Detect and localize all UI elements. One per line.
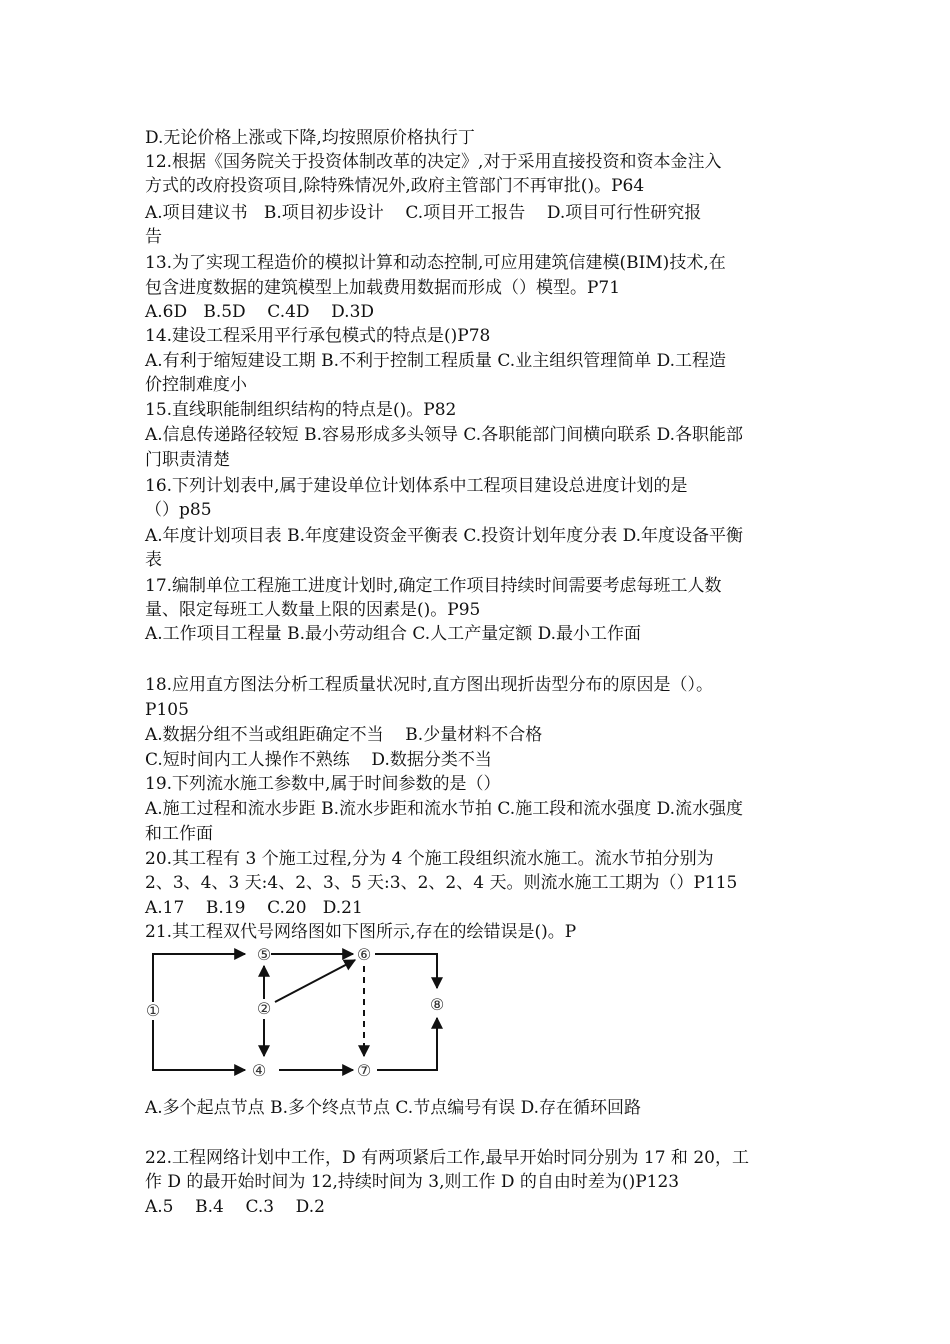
- text-line: 门职责清楚: [145, 450, 230, 470]
- text-line: D.无论价格上涨或下降,均按照原价格执行丁: [145, 128, 475, 148]
- text-line: 14.建设工程采用平行承包模式的特点是()P78: [145, 326, 491, 346]
- text-line: A.年度计划项目表 B.年度建设资金平衡表 C.投资计划年度分表 D.年度设备平衡: [145, 526, 744, 546]
- text-line: A.多个起点节点 B.多个终点节点 C.节点编号有误 D.存在循环回路: [145, 1098, 642, 1118]
- text-line: 2、3、4、3 天:4、2、3、5 天:3、2、2、4 天。则流水施工工期为（）P115: [145, 873, 738, 893]
- text-line: A.工作项目工程量 B.最小劳动组合 C.人工产量定额 D.最小工作面: [145, 624, 642, 644]
- text-line: C.短时间内工人操作不熟练 D.数据分类不当: [145, 750, 492, 770]
- text-line: 价控制难度小: [145, 375, 247, 395]
- node-8: ⑧: [429, 995, 445, 1014]
- text-line: 18.应用直方图法分析工程质量状况时,直方图出现折齿型分布的原因是（）。: [145, 675, 713, 695]
- text-line: （）p85: [145, 500, 212, 520]
- text-line: A.项目建议书 B.项目初步设计 C.项目开工报告 D.项目可行性研究报: [145, 203, 702, 223]
- text-line: A.数据分组不当或组距确定不当 B.少量材料不合格: [145, 725, 543, 745]
- text-line: A.5 B.4 C.3 D.2: [145, 1197, 325, 1217]
- text-line: A.17 B.19 C.20 D.21: [145, 898, 363, 918]
- node-4: ④: [251, 1061, 267, 1080]
- arrow-1-5: [153, 954, 245, 1002]
- text-line: 表: [145, 550, 162, 570]
- text-line: 方式的改府投资项目,除特殊情况外,政府主管部门不再审批()。P64: [145, 176, 645, 196]
- text-line: 22.工程网络计划中工作，D 有两项紧后工作,最早开始时同分别为 17 和 20，工: [145, 1148, 749, 1168]
- arrow-7-8: [377, 1018, 437, 1070]
- text-line: 告: [145, 227, 162, 247]
- arrow-6-8: [375, 954, 437, 988]
- text-line: 15.直线职能制组织结构的特点是()。P82: [145, 400, 457, 420]
- node-5: ⑤: [256, 945, 272, 964]
- text-line: 13.为了实现工程造价的模拟计算和动态控制,可应用建筑信建模(BIM)技术,在: [145, 253, 726, 273]
- arrow-2-6: [275, 960, 355, 1002]
- text-line: 17.编制单位工程施工进度计划时,确定工作项目持续时间需要考虑每班工人数: [145, 576, 722, 596]
- node-1: ①: [145, 1001, 161, 1020]
- node-2: ②: [256, 999, 272, 1018]
- text-line: 量、限定每班工人数量上限的因素是()。P95: [145, 600, 481, 620]
- text-line: A.信息传递路径较短 B.容易形成多头领导 C.各职能部门间横向联系 D.各职能部: [145, 425, 744, 445]
- text-line: 16.下列计划表中,属于建设单位计划体系中工程项目建设总进度计划的是: [145, 476, 688, 496]
- text-line: A.6D B.5D C.4D D.3D: [145, 302, 375, 322]
- text-line: 20.其工程有 3 个施工过程,分为 4 个施工段组织流水施工。流水节拍分别为: [145, 849, 714, 869]
- node-6: ⑥: [356, 945, 372, 964]
- text-line: 19.下列流水施工参数中,属于时间参数的是（）: [145, 774, 501, 794]
- network-diagram: [145, 944, 465, 1084]
- text-line: A.有利于缩短建设工期 B.不利于控制工程质量 C.业主组织管理简单 D.工程造: [145, 351, 727, 371]
- text-line: A.施工过程和流水步距 B.流水步距和流水节拍 C.施工段和流水强度 D.流水强度: [145, 799, 744, 819]
- text-line: P105: [145, 700, 189, 720]
- text-line: 12.根据《国务院关于投资体制改革的决定》,对于采用直接投资和资本金注入: [145, 152, 722, 172]
- node-7: ⑦: [356, 1061, 372, 1080]
- text-line: 作 D 的最开始时间为 12,持续时间为 3,则工作 D 的自由时差为()P123: [145, 1172, 680, 1192]
- text-line: 包含进度数据的建筑模型上加载费用数据而形成（）模型。P71: [145, 278, 621, 298]
- text-line: 和工作面: [145, 824, 213, 844]
- text-line: 21.其工程双代号网络图如下图所示,存在的绘错误是()。P: [145, 922, 577, 942]
- arrow-1-4: [153, 1020, 245, 1070]
